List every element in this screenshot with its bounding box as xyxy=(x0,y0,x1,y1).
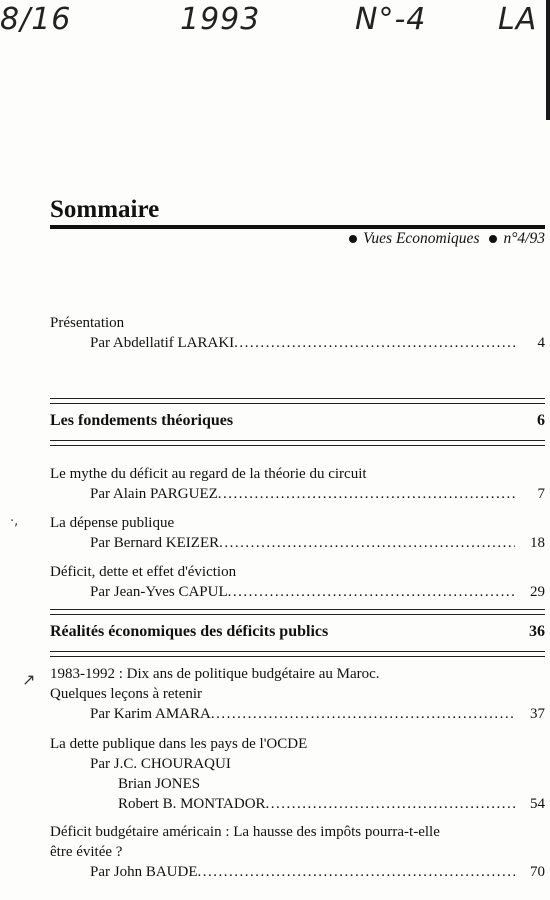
margin-mark: ·, xyxy=(10,514,19,529)
article-title: Déficit budgétaire américain : La hausse des impôts pourra-t-elle xyxy=(50,824,440,840)
handwritten-note-4: LA xyxy=(498,2,538,37)
handwritten-note-2: 1993 xyxy=(180,2,261,37)
handwritten-note-3: N°-4 xyxy=(355,2,427,37)
entry-page: 29 xyxy=(530,584,545,600)
entry-page: 70 xyxy=(530,864,545,880)
entry-author: Par Jean-Yves CAPUL xyxy=(90,584,228,600)
leader-dots xyxy=(219,534,515,552)
leader-dots xyxy=(228,583,515,601)
margin-mark: ↗ xyxy=(22,670,36,689)
article-title: La dépense publique xyxy=(50,515,175,531)
section-divider xyxy=(50,398,545,404)
entry-author: Par Bernard KEIZER xyxy=(90,535,220,551)
section-divider xyxy=(50,651,545,657)
article-title: Quelques leçons à retenir xyxy=(50,686,203,702)
leader-dots xyxy=(218,485,515,503)
toc-entry-presentation[interactable] xyxy=(50,334,545,352)
article-title: Le mythe du déficit au regard de la théorie du circuit xyxy=(50,466,367,482)
entry-author: Par Karim AMARA xyxy=(90,706,211,722)
article-title: être évitée ? xyxy=(50,844,123,860)
leader-dots xyxy=(266,795,515,813)
entry-author: Par Alain PARGUEZ xyxy=(90,486,218,502)
entry-author: Par J.C. CHOURAQUI xyxy=(90,756,231,772)
section-title: Les fondements théoriques xyxy=(50,412,234,429)
section-header-2[interactable] xyxy=(50,621,545,643)
entry-page: 18 xyxy=(530,535,545,551)
toc-entry[interactable] xyxy=(50,485,545,503)
bullet-icon xyxy=(349,235,357,243)
section-page: 36 xyxy=(529,623,545,640)
toc-entry[interactable] xyxy=(50,534,545,552)
section-title: Réalités économiques des déficits publics xyxy=(50,623,329,640)
issue-number: n°4/93 xyxy=(503,230,545,247)
section-page: 6 xyxy=(537,412,545,429)
leader-dots xyxy=(211,705,515,723)
entry-author: Robert B. MONTADOR xyxy=(118,796,266,812)
article-title: 1983-1992 : Dix ans de politique budgétaire au Maroc. xyxy=(50,666,380,682)
page-title: Sommaire xyxy=(50,196,160,223)
scan-edge xyxy=(546,0,550,120)
journal-line xyxy=(349,230,545,248)
entry-page: 4 xyxy=(537,335,545,351)
entry-author: Par John BAUDE xyxy=(90,864,198,880)
article-title: La dette publique dans les pays de l'OCDE xyxy=(50,736,308,752)
entry-author: Par Abdellatif LARAKI xyxy=(90,335,235,351)
toc-entry[interactable] xyxy=(50,583,545,601)
section-divider xyxy=(50,440,545,446)
entry-page: 37 xyxy=(530,706,545,722)
presentation-heading: Présentation xyxy=(50,315,125,331)
entry-page: 54 xyxy=(530,796,545,812)
section-header-1[interactable] xyxy=(50,410,545,432)
article-title: Déficit, dette et effet d'éviction xyxy=(50,564,237,580)
title-rule xyxy=(50,225,545,229)
entry-author: Brian JONES xyxy=(118,776,201,792)
section-divider xyxy=(50,609,545,615)
handwritten-note-1: 8/16 xyxy=(0,2,72,37)
entry-page: 7 xyxy=(537,486,545,502)
journal-name: Vues Economiques xyxy=(363,230,480,247)
leader-dots xyxy=(198,863,516,881)
toc-entry[interactable] xyxy=(50,795,545,813)
toc-entry[interactable] xyxy=(50,863,545,881)
toc-entry[interactable] xyxy=(50,705,545,723)
leader-dots xyxy=(234,334,515,352)
bullet-icon xyxy=(489,235,497,243)
